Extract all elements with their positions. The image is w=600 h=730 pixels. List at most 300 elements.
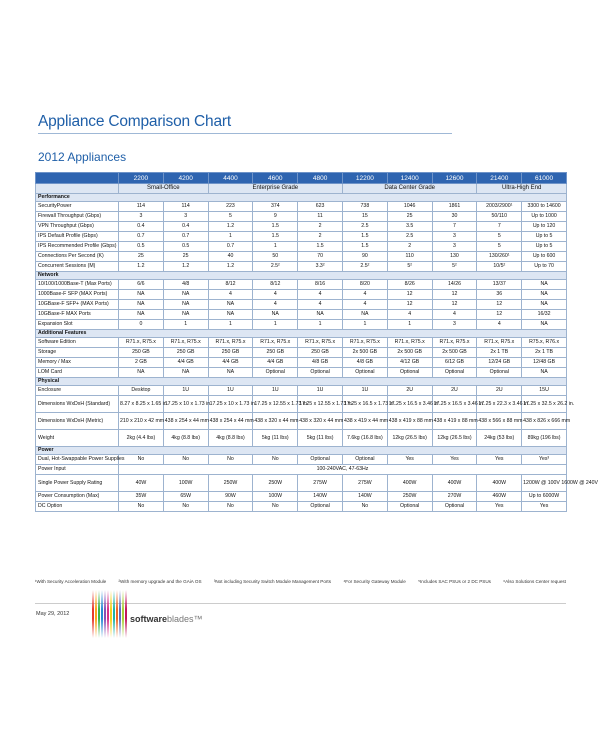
table-cell: No [163, 455, 208, 465]
row-label: DC Option [36, 502, 119, 512]
table-cell: Up to 70 [522, 262, 567, 272]
table-cell: 4/12 GB [387, 358, 432, 368]
table-row [36, 413, 567, 430]
table-cell: 1.2 [119, 262, 164, 272]
table-cell: No [208, 502, 253, 512]
section-header: Physical [36, 378, 567, 386]
table-row [36, 202, 567, 212]
table-cell: 400W [432, 475, 477, 492]
table-row [36, 430, 567, 447]
footnotes [35, 579, 566, 584]
table-cell: 1 [253, 320, 298, 330]
table-cell: 4 [253, 300, 298, 310]
table-cell: 7.6kg (16.8 lbs) [342, 430, 387, 447]
table-cell: 50/110 [477, 212, 522, 222]
logo-stripe [95, 590, 97, 638]
model-header: 4600 [253, 173, 298, 184]
table-cell: 0.5 [119, 242, 164, 252]
table-cell: 110 [387, 252, 432, 262]
table-cell: 0.7 [208, 242, 253, 252]
table-cell: 24kg (53 lbs) [477, 430, 522, 447]
table-cell: R71.x, R75.x [163, 338, 208, 348]
table-cell: 1.5 [342, 232, 387, 242]
table-cell: 2U [387, 386, 432, 396]
table-cell: R71.x, R75.x [208, 338, 253, 348]
table-cell: 140W [342, 492, 387, 502]
table-cell: 250W [208, 475, 253, 492]
table-cell: 17.25 x 16.5 x 3.46 in. [387, 396, 432, 413]
table-cell: 1U [208, 386, 253, 396]
table-cell: 1046 [387, 202, 432, 212]
table-cell: NA [208, 368, 253, 378]
grade-header: Enterprise Grade [208, 184, 342, 194]
table-cell: 140W [298, 492, 343, 502]
row-label: LOM Card [36, 368, 119, 378]
table-cell: 70 [298, 252, 343, 262]
table-cell: 100W [163, 475, 208, 492]
table-cell: 1U [163, 386, 208, 396]
model-header: 4400 [208, 173, 253, 184]
row-label: Dual, Hot-Swappable Power Supplies [36, 455, 119, 465]
table-row [36, 320, 567, 330]
table-cell: 2x 1 TB [477, 348, 522, 358]
table-cell: 1U [342, 386, 387, 396]
table-cell: Optional [432, 368, 477, 378]
table-cell: Optional [432, 502, 477, 512]
table-cell: 7 [477, 222, 522, 232]
table-cell: 114 [163, 202, 208, 212]
table-cell: 5kg (11 lbs) [298, 430, 343, 447]
table-cell: 4/8 [163, 280, 208, 290]
table-row [36, 290, 567, 300]
table-row [36, 475, 567, 492]
table-cell: 5² [432, 262, 477, 272]
table-cell: 4/4 GB [253, 358, 298, 368]
table-cell: 130 [432, 252, 477, 262]
table-cell: 250W [387, 492, 432, 502]
table-cell: NA [253, 310, 298, 320]
table-cell: 1.5 [342, 242, 387, 252]
table-cell: NA [119, 310, 164, 320]
software-blades-logo-mark [92, 590, 132, 638]
table-cell: 1 [342, 320, 387, 330]
table-cell: 8/12 [253, 280, 298, 290]
row-label: Software Edition [36, 338, 119, 348]
table-cell: Up to 1000 [522, 212, 567, 222]
table-cell: 2 GB [119, 358, 164, 368]
table-cell: 1.5 [298, 242, 343, 252]
table-cell: 0.7 [163, 232, 208, 242]
table-cell: 3 [119, 212, 164, 222]
table-cell: Up to 6000W [522, 492, 567, 502]
row-label: VPN Throughput (Gbps) [36, 222, 119, 232]
table-cell: 12 [387, 290, 432, 300]
table-cell: 0.4 [163, 222, 208, 232]
table-cell: 15U [522, 386, 567, 396]
table-cell: 12/24 GB [477, 358, 522, 368]
grade-header: Small-Office [119, 184, 209, 194]
table-cell: 374 [253, 202, 298, 212]
header-corner [36, 173, 119, 184]
table-cell: 2x 500 GB [432, 348, 477, 358]
table-cell: 65W [163, 492, 208, 502]
model-header: 61000 [522, 173, 567, 184]
table-cell: NA [163, 368, 208, 378]
table-row [36, 492, 567, 502]
table-cell: 12kg (26.5 lbs) [432, 430, 477, 447]
table-cell: 2 [298, 232, 343, 242]
table-cell: 4kg (8.8 lbs) [163, 430, 208, 447]
table-cell: 10/5² [477, 262, 522, 272]
model-header: 4800 [298, 173, 343, 184]
row-label: 1000Base-F SFP (MAX Ports) [36, 290, 119, 300]
table-cell: 1U [298, 386, 343, 396]
table-cell: 100W [253, 492, 298, 502]
logo-stripe [104, 590, 106, 638]
table-cell: 3300 to 14600 [522, 202, 567, 212]
row-label: Weight [36, 430, 119, 447]
table-cell: 17.25 x 16.5 x 3.46 in. [432, 396, 477, 413]
table-cell: 11 [298, 212, 343, 222]
table-cell: No [342, 502, 387, 512]
table-cell: 2.5² [253, 262, 298, 272]
grade-header: Ultra-High End [477, 184, 567, 194]
table-cell: 250W [253, 475, 298, 492]
table-row [36, 386, 567, 396]
row-label: Power Input [36, 465, 119, 475]
table-cell: 40W [119, 475, 164, 492]
table-cell: 35W [119, 492, 164, 502]
table-cell: R71.x, R75.x [342, 338, 387, 348]
table-cell: 4 [477, 320, 522, 330]
table-cell: 4 [387, 310, 432, 320]
section-header: Power [36, 447, 567, 455]
row-label: 10GBase-F MAX Ports [36, 310, 119, 320]
footnote: ¹With Security Acceleration Module [35, 579, 107, 584]
footnote: ⁵Includes SAC PSUs or 2 DC PSUs [418, 579, 491, 584]
table-row [36, 358, 567, 368]
footnote: ⁶Also Solutions Center request [503, 579, 566, 584]
page-title: Appliance Comparison Chart [38, 113, 231, 130]
document-date: May 29, 2012 [36, 611, 70, 617]
table-cell: 438 x 419 x 88 mm [432, 413, 477, 430]
model-header: 4200 [163, 173, 208, 184]
brand-light: blades™ [167, 614, 203, 624]
section-header: Network [36, 272, 567, 280]
table-cell: NA [119, 290, 164, 300]
table-cell: 1 [298, 320, 343, 330]
grade-header: Data Center Grade [342, 184, 476, 194]
table-cell: 5kg (11 lbs) [253, 430, 298, 447]
table-cell: 17.25 x 10 x 1.73 in. [208, 396, 253, 413]
table-cell: 2 [387, 242, 432, 252]
table-row [36, 252, 567, 262]
table-cell: 250 GB [119, 348, 164, 358]
table-cell: 12kg (26.5 lbs) [387, 430, 432, 447]
table-cell: 25 [163, 252, 208, 262]
table-cell: 2003/2900¹ [477, 202, 522, 212]
table-cell: 17.25 x 22.3 x 3.46 in. [477, 396, 522, 413]
table-cell: 438 x 566 x 88 mm [477, 413, 522, 430]
table-cell: R71.x, R75.x [253, 338, 298, 348]
table-row [36, 262, 567, 272]
table-cell: 4 [298, 300, 343, 310]
table-cell: 4 [298, 290, 343, 300]
table-cell: 17.25 x 10 x 1.73 in. [163, 396, 208, 413]
table-cell: 2x 500 GB [387, 348, 432, 358]
table-cell: 1.5 [253, 232, 298, 242]
table-cell: 7 [432, 222, 477, 232]
grade-row [36, 184, 567, 194]
logo-stripe [113, 590, 115, 638]
table-cell: 250 GB [298, 348, 343, 358]
table-cell: 40 [208, 252, 253, 262]
table-cell: Yes³ [522, 455, 567, 465]
table-cell: R71.x, R75.x [298, 338, 343, 348]
table-cell: Yes [387, 455, 432, 465]
model-header: 12600 [432, 173, 477, 184]
table-cell: 1 [163, 320, 208, 330]
table-cell: Optional [253, 368, 298, 378]
row-label: Concurrent Sessions (M) [36, 262, 119, 272]
table-cell: 438 x 254 x 44 mm [208, 413, 253, 430]
table-cell: 90W [208, 492, 253, 502]
table-cell: Up to 120 [522, 222, 567, 232]
section-row [36, 447, 567, 455]
table-cell: 4 [432, 310, 477, 320]
table-cell: 4 [208, 290, 253, 300]
table-cell: R71.x, R75.x [119, 338, 164, 348]
table-cell: 3 [432, 242, 477, 252]
section-row [36, 330, 567, 338]
table-cell: 1 [387, 320, 432, 330]
table-cell: Yes [432, 455, 477, 465]
table-cell: 17.25 x 32.5 x 26.2 in. [522, 396, 567, 413]
table-cell: Optional [342, 368, 387, 378]
model-header: 2200 [119, 173, 164, 184]
row-label: 10/100/1000Base-T (Max Ports) [36, 280, 119, 290]
table-cell: NA [119, 368, 164, 378]
table-cell: 2x 1 TB [522, 348, 567, 358]
footnote: ⁴For Security Gateway Module [343, 579, 406, 584]
table-cell: 3 [432, 232, 477, 242]
table-cell: Optional [387, 502, 432, 512]
table-cell: No [253, 455, 298, 465]
table-cell: 25 [119, 252, 164, 262]
table-cell: 4/4 GB [208, 358, 253, 368]
table-cell: 2.5 [342, 222, 387, 232]
table-cell: 1 [208, 320, 253, 330]
table-cell: NA [522, 368, 567, 378]
logo-stripe [92, 590, 94, 638]
section-header: Performance [36, 194, 567, 202]
table-cell: 438 x 419 x 44 mm [342, 413, 387, 430]
table-cell: 438 x 419 x 88 mm [387, 413, 432, 430]
table-cell: 275W [298, 475, 343, 492]
table-cell: 438 x 320 x 44 mm [298, 413, 343, 430]
model-header-row [36, 173, 567, 184]
table-cell: 16/32 [522, 310, 567, 320]
table-cell: No [208, 455, 253, 465]
row-label: Dimensions WxDxH (Standard) [36, 396, 119, 413]
table-cell: 2kg (4.4 lbs) [119, 430, 164, 447]
table-cell: R71.x, R75.x [432, 338, 477, 348]
model-header: 12200 [342, 173, 387, 184]
table-cell: Yes [477, 455, 522, 465]
table-cell: NA [163, 310, 208, 320]
logo-stripe [101, 590, 103, 638]
table-cell: NA [163, 300, 208, 310]
table-cell: Optional [477, 368, 522, 378]
row-label: IPS Default Profile (Gbps) [36, 232, 119, 242]
table-cell: 14/26 [432, 280, 477, 290]
table-cell: 5 [477, 232, 522, 242]
table-row [36, 222, 567, 232]
table-cell: 5 [477, 242, 522, 252]
footnote: ²With memory upgrade and the GAiA OS [118, 579, 202, 584]
table-cell: 8/26 [387, 280, 432, 290]
table-row [36, 310, 567, 320]
table-cell: 12 [432, 290, 477, 300]
row-label: SecurityPower [36, 202, 119, 212]
row-label: Connections Per Second (K) [36, 252, 119, 262]
table-cell: No [163, 502, 208, 512]
table-cell: No [119, 455, 164, 465]
table-cell: 4/4 GB [163, 358, 208, 368]
table-cell: R71.x, R75.x [387, 338, 432, 348]
table-cell: 1U [253, 386, 298, 396]
table-cell: NA [522, 300, 567, 310]
table-cell: 2U [432, 386, 477, 396]
table-row [36, 212, 567, 222]
section-row [36, 272, 567, 280]
table-cell: 9 [253, 212, 298, 222]
logo-stripe [107, 590, 109, 638]
table-cell: Optional [342, 455, 387, 465]
table-cell: 210 x 210 x 42 mm [119, 413, 164, 430]
table-cell: 400W [477, 475, 522, 492]
table-cell: 5² [387, 262, 432, 272]
table-cell: Optional [298, 502, 343, 512]
table-cell: 4 [342, 290, 387, 300]
table-cell: 90 [342, 252, 387, 262]
table-cell: 4/8 GB [342, 358, 387, 368]
table-cell: NA [298, 310, 343, 320]
table-cell: 6/6 [119, 280, 164, 290]
software-blades-logo [130, 614, 203, 624]
table-cell: 12 [387, 300, 432, 310]
table-cell: 12 [477, 310, 522, 320]
footnote: ³Not including Security Switch Module Management Ports [213, 579, 332, 584]
logo-stripe [110, 590, 112, 638]
table-cell: 2.5² [342, 262, 387, 272]
table-cell: Optional [387, 368, 432, 378]
table-cell: 8/16 [298, 280, 343, 290]
table-cell: 0.4 [119, 222, 164, 232]
table-cell: 36 [477, 290, 522, 300]
table-cell: Up to 5 [522, 242, 567, 252]
table-cell: 8/20 [342, 280, 387, 290]
row-label: Firewall Throughput (Gbps) [36, 212, 119, 222]
row-label: IPS Recommended Profile (Gbps) [36, 242, 119, 252]
table-cell: 460W [477, 492, 522, 502]
table-cell: 2x 500 GB [342, 348, 387, 358]
table-cell: 4kg (8.8 lbs) [208, 430, 253, 447]
table-row [36, 465, 567, 475]
table-cell: 15 [342, 212, 387, 222]
table-cell: 3 [163, 212, 208, 222]
table-cell: 4/8 GB [298, 358, 343, 368]
table-cell: 100-240VAC, 47-63Hz [119, 465, 567, 475]
table-row [36, 368, 567, 378]
model-header: 12400 [387, 173, 432, 184]
row-label: Single Power Supply Rating [36, 475, 119, 492]
table-cell: 8/12 [208, 280, 253, 290]
table-cell: Optional [298, 455, 343, 465]
row-label: Memory / Max [36, 358, 119, 368]
table-cell: R75.x, R76.x [522, 338, 567, 348]
table-cell: 0.7 [119, 232, 164, 242]
row-label: Storage [36, 348, 119, 358]
table-cell: 50 [253, 252, 298, 262]
table-cell: 114 [119, 202, 164, 212]
table-row [36, 455, 567, 465]
table-cell: Yes [522, 502, 567, 512]
table-cell: 130/260¹ [477, 252, 522, 262]
table-cell: 400W [387, 475, 432, 492]
table-row [36, 280, 567, 290]
table-cell: 4 [253, 290, 298, 300]
table-cell: 2.5 [387, 232, 432, 242]
table-cell: 12 [477, 300, 522, 310]
row-label: Enclosure [36, 386, 119, 396]
table-cell: 623 [298, 202, 343, 212]
table-cell: 3 [432, 320, 477, 330]
logo-stripe [98, 590, 100, 638]
table-cell: 5 [208, 212, 253, 222]
table-row [36, 242, 567, 252]
section-row [36, 378, 567, 386]
logo-stripe [119, 590, 121, 638]
table-row [36, 502, 567, 512]
table-cell: No [119, 502, 164, 512]
table-cell: 13/37 [477, 280, 522, 290]
table-cell: 30 [432, 212, 477, 222]
table-cell: 270W [432, 492, 477, 502]
brand-strong: software [130, 614, 168, 624]
table-cell: Optional [298, 368, 343, 378]
table-cell: Yes [477, 502, 522, 512]
section-row [36, 194, 567, 202]
table-cell: 12/48 GB [522, 358, 567, 368]
row-label: Expansion Slot [36, 320, 119, 330]
table-cell: 1861 [432, 202, 477, 212]
table-cell: 1200W @ 100V 1600W @ 240V [522, 475, 567, 492]
table-cell: 8.27 x 8.25 x 1.65 in. [119, 396, 164, 413]
table-cell: 738 [342, 202, 387, 212]
table-cell: NA [208, 300, 253, 310]
table-cell: Up to 5 [522, 232, 567, 242]
table-cell: 1.2 [208, 262, 253, 272]
table-row [36, 348, 567, 358]
table-cell: 250 GB [208, 348, 253, 358]
row-label: Power Consumption (Max) [36, 492, 119, 502]
table-cell: R71.x, R75.x [477, 338, 522, 348]
table-cell: NA [342, 310, 387, 320]
logo-stripe [116, 590, 118, 638]
table-cell: 438 x 254 x 44 mm [163, 413, 208, 430]
logo-stripe [122, 590, 124, 638]
